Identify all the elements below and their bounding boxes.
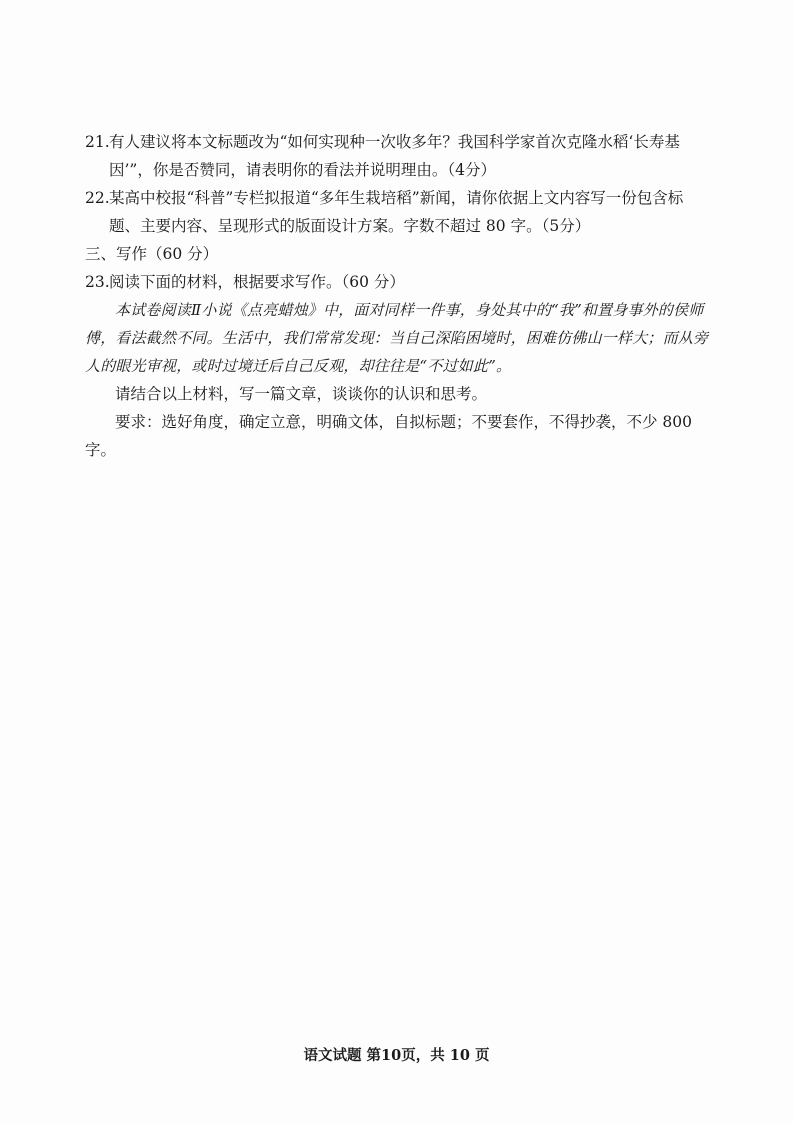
page-content <box>85 128 710 464</box>
question-21 <box>85 128 710 184</box>
page-footer: 语文试题 第10页，共 10 页 <box>303 1047 490 1064</box>
question-22 <box>85 184 710 240</box>
question-21-number: 21. <box>85 133 110 151</box>
question-23 <box>85 268 710 296</box>
question-22-text: 某高中校报“科普”专栏拟报道“多年生栽培稻”新闻，请你依据上文内容写一份包含标题、主要内容、呈现形式的版面设计方案。字数不超过 80 字。（5分） <box>109 189 684 235</box>
writing-requirements: 要求：选好角度，确定立意，明确文体，自拟标题；不要套作，不得抄袭，不少 800 字。 <box>85 413 693 459</box>
writing-instruction: 请结合以上材料，写一篇文章，谈谈你的认识和思考。 <box>115 385 488 403</box>
writing-material: 本试卷阅读Ⅱ小说《点亮蜡烛》中，面对同样一件事，身处其中的“我”和置身事外的侯师傅，看法截然不同。生活中，我们常常发现：当自己深陷困境时，困难仿佛山一样大；而从旁人的眼光审视，或时过境迁后自己反观，却往往是“不过如此”。 <box>85 301 709 375</box>
question-22-number: 22. <box>85 189 110 207</box>
section-writing-title: 三、写作（60 分） <box>85 245 219 263</box>
question-23-text: 阅读下面的材料，根据要求写作。（60 分） <box>109 273 405 291</box>
question-21-text: 有人建议将本文标题改为“如何实现种一次收多年？我国科学家首次克隆水稻‘长寿基因’”，你是否赞同，请表明你的看法并说明理由。（4分） <box>109 133 680 179</box>
question-23-number: 23. <box>85 273 110 291</box>
